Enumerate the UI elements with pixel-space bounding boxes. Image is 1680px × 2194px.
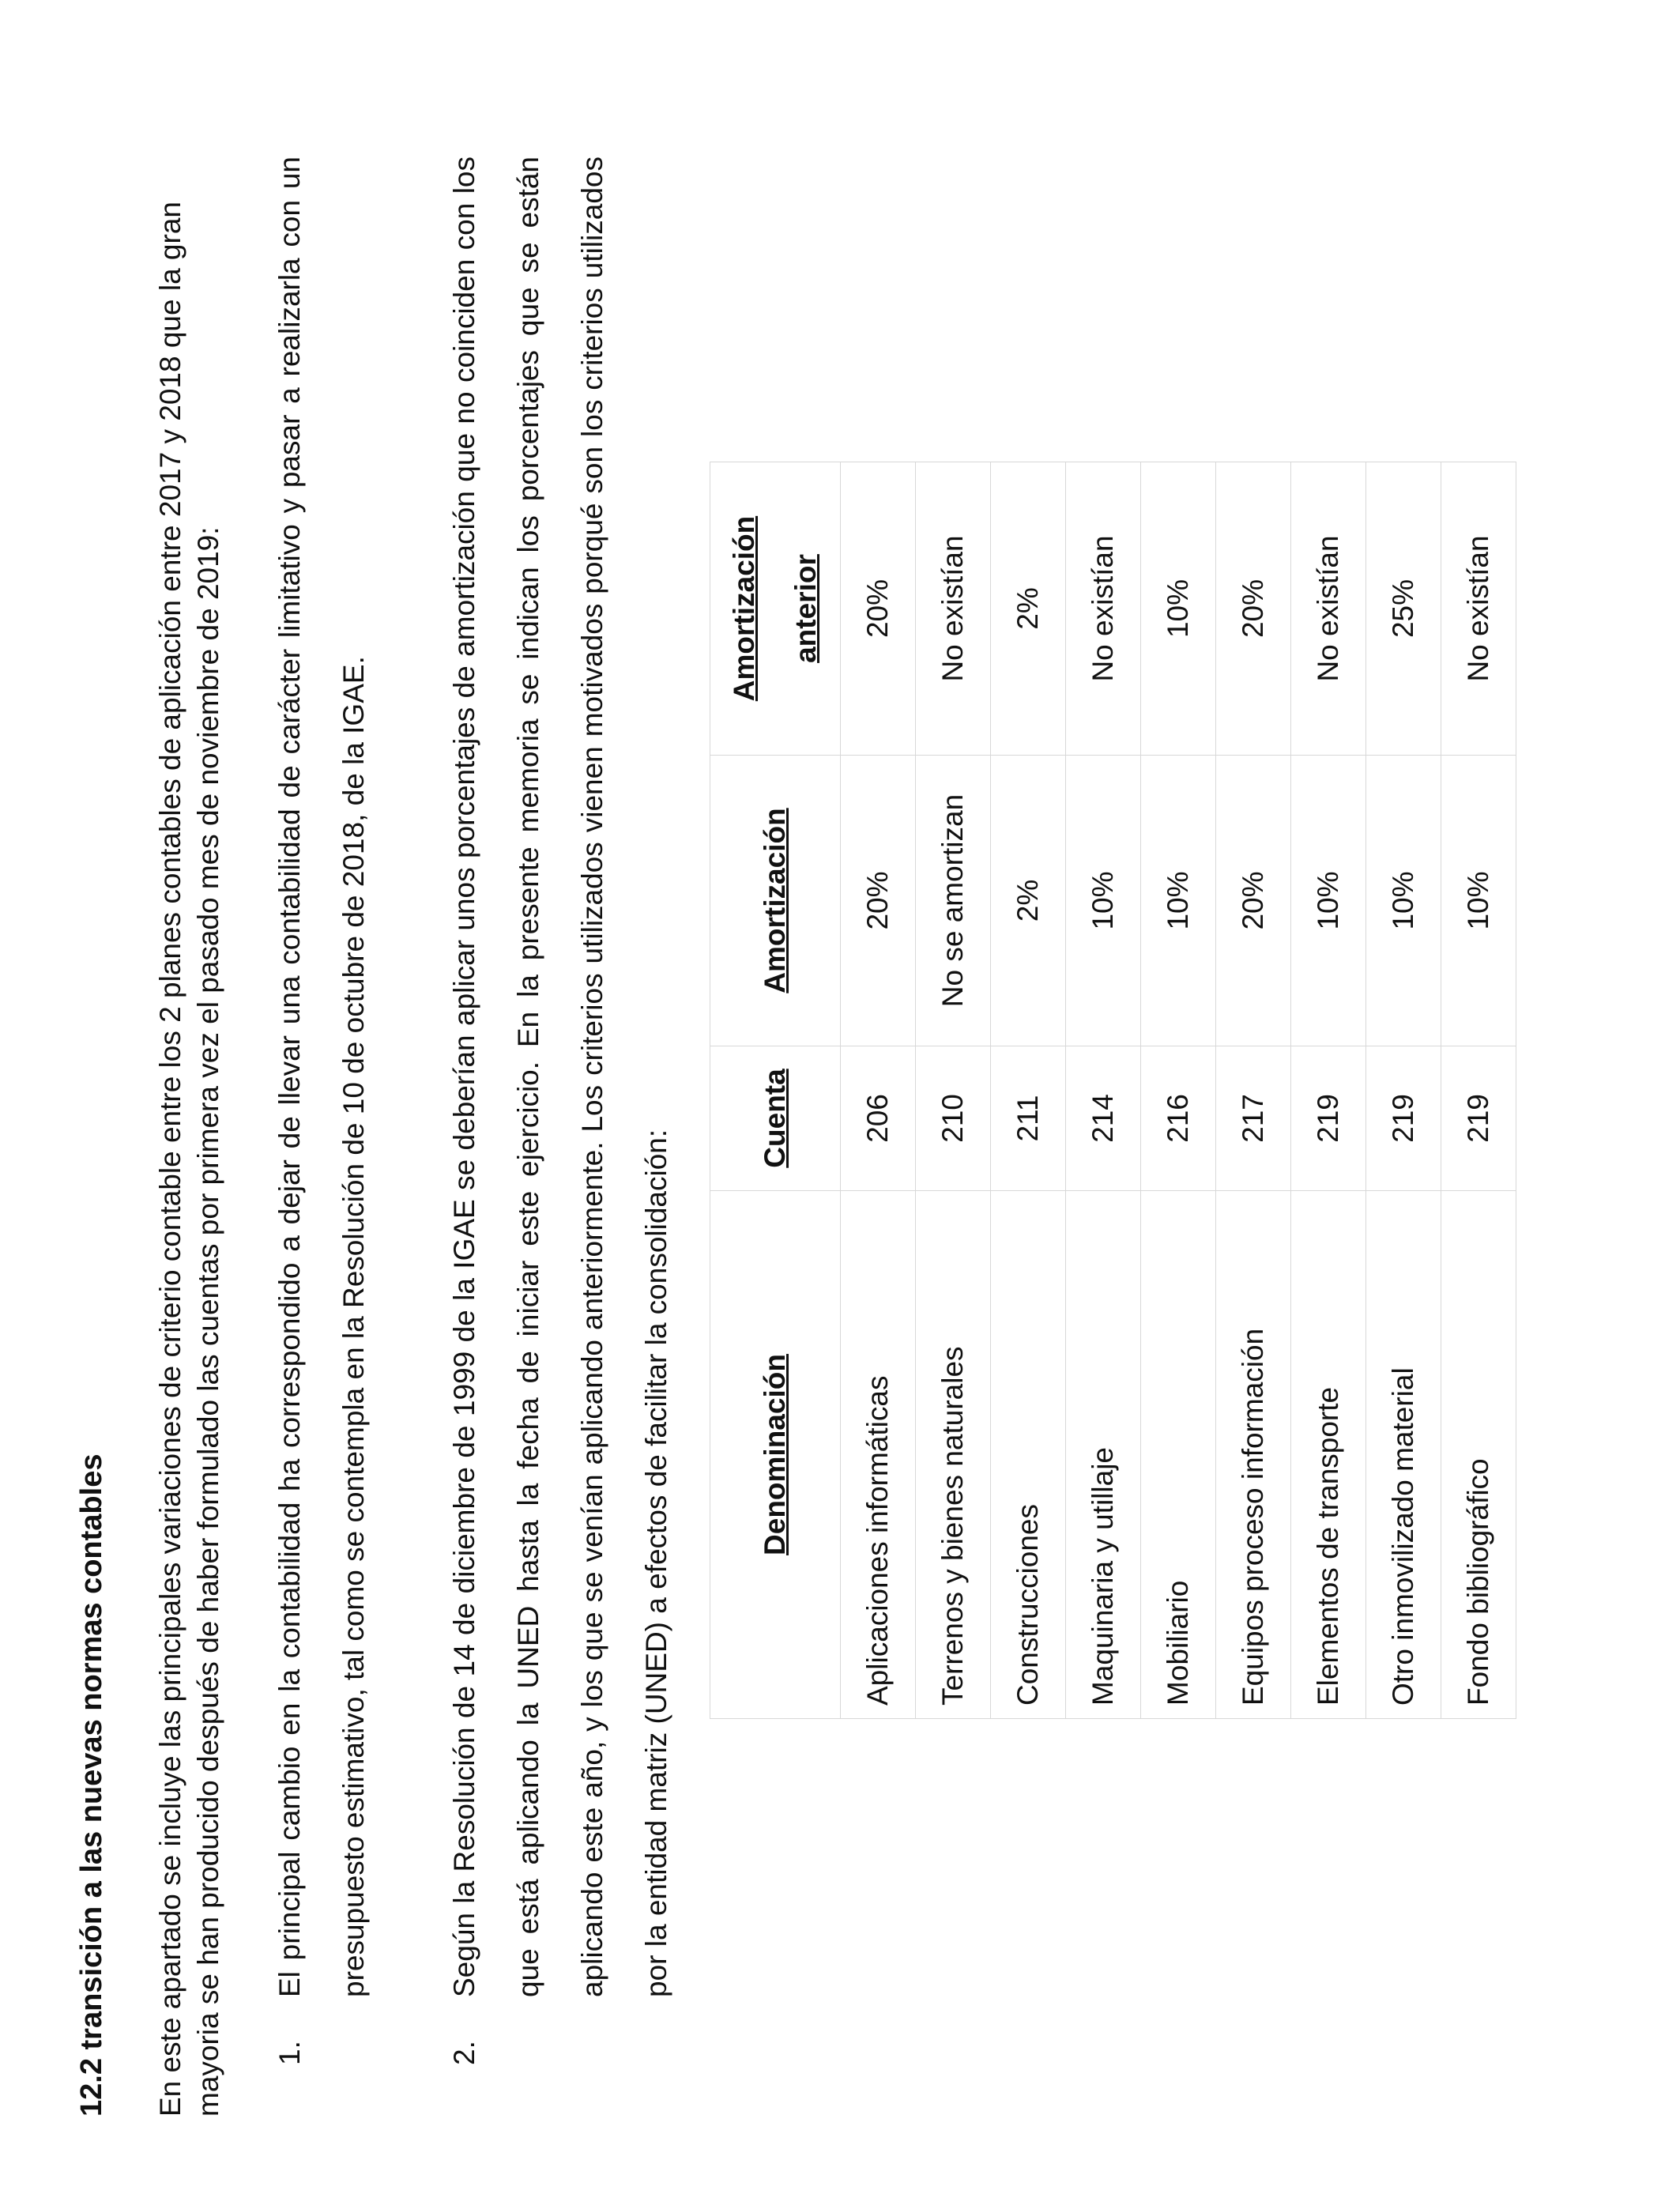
intro-paragraph: En este apartado se incluye las principales variaciones de criterio contable entre los 2 planes contables de aplicación entre 2017 y 2018 que la gran mayoria se han producido después de haber formulado las cuentas por primera vez el pasado mes de noviembre de 2019: [154,202,224,2117]
cell-cuenta: 210 [916,1046,991,1191]
cell-denominacion: Fondo bibliográfico [1441,1191,1516,1719]
cell-anterior: No existían [1066,462,1141,756]
list-item [258,156,386,2065]
cell-cuenta: 216 [1141,1046,1216,1191]
cell-anterior: 20% [841,462,916,756]
cell-cuenta: 206 [841,1046,916,1191]
cell-denominacion: Mobiliario [1141,1191,1216,1719]
table-row [1366,462,1441,1719]
cell-cuenta: 219 [1291,1046,1366,1191]
cell-amortizacion: 10% [1441,756,1516,1046]
cell-amortizacion: 20% [841,756,916,1046]
cell-anterior: 2% [991,462,1066,756]
header-amortizacion-anterior [710,462,841,756]
list-item-text: Según la Resolución de 14 de diciembre de 1999 de la IGAE se deberían aplicar unos porcentajes de amortización que no coinciden con los que está aplicando la UNED hasta la fecha de iniciar este ejercicio. En la presente memoria se indican los porcentajes que se están aplicando este año, y los que se venían aplicando anteriormente. Los criterios utilizados vienen motivados porqué son los criterios utilizados por la entidad matriz (UNED) a efectos de facilitar la consolidación: [448,156,672,1997]
cell-denominacion: Elementos de transporte [1291,1191,1366,1719]
list-item-number: 2. [448,2041,480,2065]
cell-amortizacion: 2% [991,756,1066,1046]
cell-cuenta: 217 [1216,1046,1291,1191]
cell-amortizacion: 20% [1216,756,1291,1046]
header-anterior-line1: Amortización [728,515,760,702]
table-row [991,462,1066,1719]
cell-anterior: 10% [1141,462,1216,756]
cell-anterior: No existían [916,462,991,756]
table-row [841,462,916,1719]
table-row [1216,462,1291,1719]
amortization-table [710,462,1516,1719]
cell-amortizacion: 10% [1366,756,1441,1046]
table-row [916,462,991,1719]
cell-denominacion: Otro inmovilizado material [1366,1191,1441,1719]
list-item [432,156,688,2065]
cell-cuenta: 219 [1441,1046,1516,1191]
cell-cuenta: 214 [1066,1046,1141,1191]
table-row [1291,462,1366,1719]
table-row [1141,462,1216,1719]
cell-amortizacion: No se amortizan [916,756,991,1046]
cell-anterior: No existían [1291,462,1366,756]
table-row [1441,462,1516,1719]
header-cuenta: Cuenta [710,1046,841,1191]
cell-denominacion: Aplicaciones informáticas [841,1191,916,1719]
cell-denominacion: Terrenos y bienes naturales [916,1191,991,1719]
header-denominacion: Denominación [710,1191,841,1719]
cell-amortizacion: 10% [1141,756,1216,1046]
cell-anterior: No existían [1441,462,1516,756]
cell-anterior: 25% [1366,462,1441,756]
list-item-number: 1. [273,2041,306,2065]
cell-denominacion: Equipos proceso información [1216,1191,1291,1719]
cell-amortizacion: 10% [1291,756,1366,1046]
list-item-text: El principal cambio en la contabilidad ha correspondido a dejar de llevar una contabilidad de carácter limitativo y pasar a realizarla con un presupuesto estimativo, tal como se contempla en la Resolución de 10 de octubre de 2018, de la IGAE. [273,156,370,1997]
cell-cuenta: 211 [991,1046,1066,1191]
cell-denominacion: Maquinaria y utillaje [1066,1191,1141,1719]
header-anterior-line2: anterior [789,554,822,663]
cell-denominacion: Construcciones [991,1191,1066,1719]
cell-anterior: 20% [1216,462,1291,756]
table-row [1066,462,1141,1719]
section-heading: 12.2 transición a las nuevas normas contables [75,1453,108,2117]
header-amortizacion: Amortización [710,756,841,1046]
table-header-row [710,462,841,1719]
cell-amortizacion: 10% [1066,756,1141,1046]
cell-cuenta: 219 [1366,1046,1441,1191]
